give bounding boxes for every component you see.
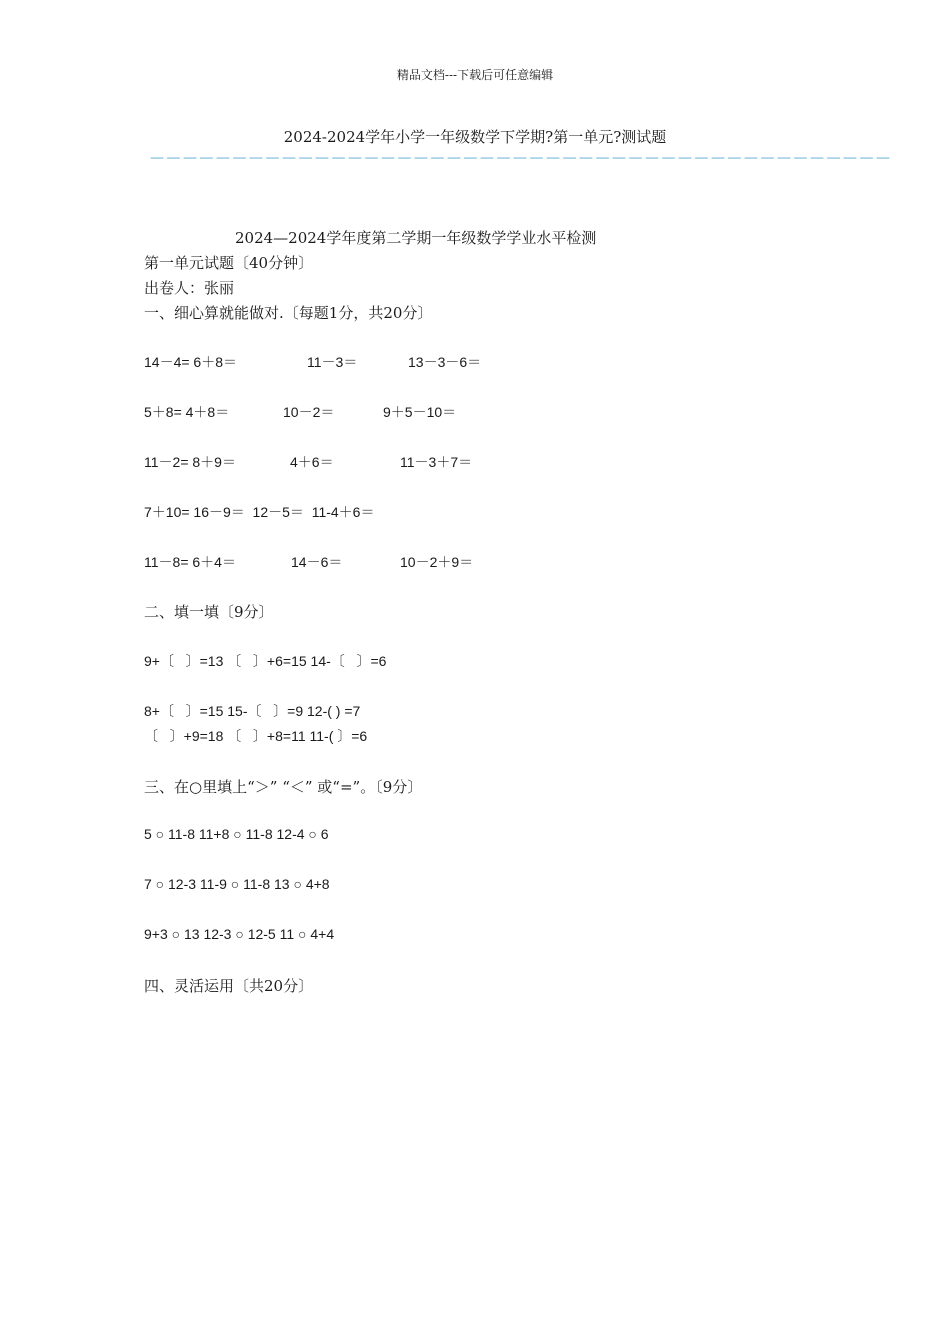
section-2-title: 二、填一填〔9分〕 bbox=[144, 603, 274, 621]
page-header-note: 精品文档---下载后可任意编辑 bbox=[396, 68, 554, 82]
compare-row: 5 ○ 11-8 11+8 ○ 11-8 12-4 ○ 6 bbox=[144, 826, 329, 842]
fill-row: 〔 〕+9=18 〔 〕+8=11 11-( 〕=6 bbox=[144, 728, 368, 744]
calc-item: 10－2＋9＝ bbox=[400, 554, 474, 570]
calc-row: 7＋10= 16－9＝ 12－5＝ 11-4＋6＝ bbox=[144, 504, 375, 520]
calc-item: 11－3＋7＝ bbox=[400, 454, 473, 470]
section-1-title: 一、细心算就能做对.〔每题1分，共20分〕 bbox=[144, 304, 433, 322]
fill-row: 9+〔 〕=13 〔 〕+6=15 14-〔 〕=6 bbox=[144, 653, 387, 669]
calc-item: 9＋5－10＝ bbox=[383, 404, 457, 420]
fill-row: 8+〔 〕=15 15-〔 〕=9 12-( ) =7 bbox=[144, 703, 361, 719]
exam-title: 2024—2024学年度第二学期一年级数学学业水平检测 bbox=[235, 229, 597, 247]
author-line: 出卷人：张丽 bbox=[144, 279, 235, 297]
calc-row: 11－8= 6＋4＝ bbox=[144, 554, 236, 570]
calc-item: 10－2＝ bbox=[283, 404, 335, 420]
calc-row: 5＋8= 4＋8＝ bbox=[144, 404, 230, 420]
calc-item: 13－3－6＝ bbox=[408, 354, 482, 370]
calc-row: 14－4= 6＋8＝ bbox=[144, 354, 237, 370]
compare-row: 7 ○ 12-3 11-9 ○ 11-8 13 ○ 4+8 bbox=[144, 876, 330, 892]
calc-row: 11－2= 8＋9＝ bbox=[144, 454, 236, 470]
title-divider: ————————————————————————————————————————————— bbox=[150, 150, 893, 166]
calc-item: 14－6＝ bbox=[291, 554, 343, 570]
section-4-title: 四、灵活运用〔共20分〕 bbox=[144, 977, 314, 995]
unit-line: 第一单元试题〔40分钟〕 bbox=[144, 254, 314, 272]
document-title: 2024-2024学年小学一年级数学下学期?第一单元?测试题 bbox=[283, 128, 667, 146]
calc-item: 4＋6＝ bbox=[290, 454, 334, 470]
section-3-title: 三、在○里填上“＞” “＜” 或“=”。〔9分〕 bbox=[144, 778, 423, 796]
calc-item: 11－3＝ bbox=[307, 354, 358, 370]
compare-row: 9+3 ○ 13 12-3 ○ 12-5 11 ○ 4+4 bbox=[144, 926, 335, 942]
